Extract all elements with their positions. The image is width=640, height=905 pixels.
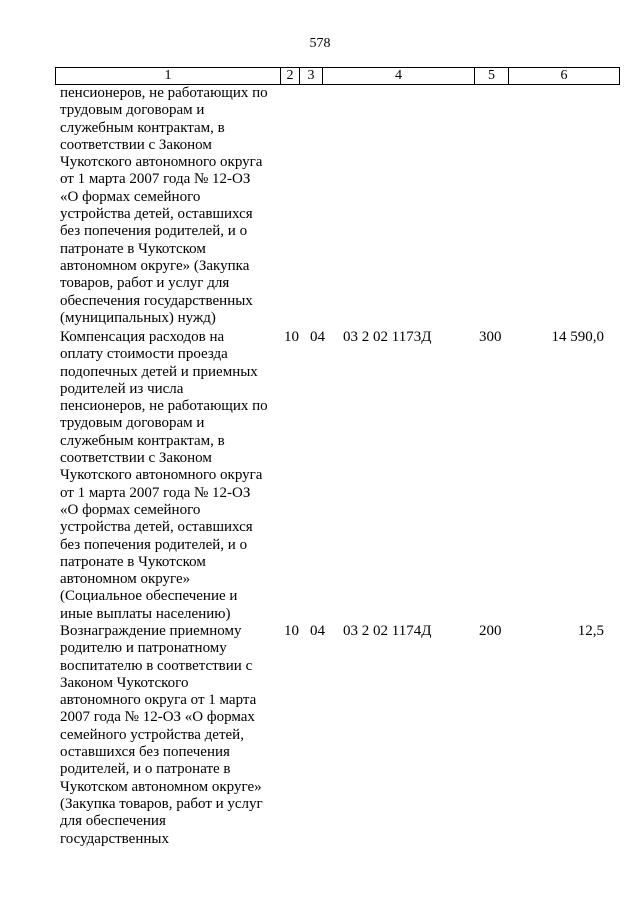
description-line: Законом Чукотского bbox=[60, 674, 189, 691]
description-line: (Социальное обеспечение и bbox=[60, 588, 238, 605]
description-line: Компенсация расходов на bbox=[60, 329, 225, 345]
description-line: «О формах семейного bbox=[60, 501, 201, 518]
description-line: устройства детей, оставшихся bbox=[60, 519, 253, 536]
header-col-3: 3 bbox=[300, 68, 323, 85]
target-article-code: 03 2 02 1174Д bbox=[343, 623, 432, 639]
description-line: трудовым договорам и bbox=[60, 102, 205, 119]
header-col-2: 2 bbox=[281, 68, 300, 85]
description-line: автономного округа от 1 марта bbox=[60, 692, 257, 709]
header-col-5: 5 bbox=[475, 68, 509, 85]
description-line: без попечения родителей, и о bbox=[60, 223, 248, 240]
section-code: 10 bbox=[284, 623, 299, 639]
description-line: семейного устройства детей, bbox=[60, 726, 244, 743]
description-line: «О формах семейного bbox=[60, 188, 201, 205]
description-line: (муниципальных) нужд) bbox=[60, 309, 216, 326]
row-description bbox=[60, 623, 282, 848]
target-article-code: 03 2 02 1173Д bbox=[343, 329, 432, 345]
description-line: товаров, работ и услуг для bbox=[60, 275, 230, 292]
section-code: 10 bbox=[284, 329, 299, 345]
description-line: подопечных детей и приемных bbox=[60, 363, 258, 380]
description-line: 2007 года № 12-ОЗ «О формах bbox=[60, 709, 255, 726]
description-line: для обеспечения bbox=[60, 813, 166, 830]
description-line: соответствии с Законом bbox=[60, 136, 212, 153]
description-line: служебным контрактам, в bbox=[60, 119, 225, 136]
description-line: государственных bbox=[60, 830, 169, 847]
description-line: патронате в Чукотском bbox=[60, 240, 206, 257]
description-line: пенсионеров, не работающих по bbox=[60, 85, 268, 101]
table-header bbox=[55, 67, 620, 85]
description-line: обеспечения государственных bbox=[60, 292, 253, 309]
description-line: автономном округе» bbox=[60, 571, 191, 588]
description-line: оплату стоимости проезда bbox=[60, 346, 228, 363]
description-line: служебным контрактам, в bbox=[60, 432, 225, 449]
description-line: Чукотского автономного округа bbox=[60, 467, 263, 484]
row-description bbox=[60, 329, 282, 623]
header-col-1: 1 bbox=[56, 68, 281, 85]
amount: 14 590,0 bbox=[551, 329, 604, 345]
expense-type-code: 300 bbox=[479, 329, 502, 345]
description-line: (Закупка товаров, работ и услуг bbox=[60, 795, 263, 812]
expense-type-code: 200 bbox=[479, 623, 502, 639]
description-line: от 1 марта 2007 года № 12-ОЗ bbox=[60, 484, 251, 501]
description-line: устройства детей, оставшихся bbox=[60, 206, 253, 223]
amount: 12,5 bbox=[577, 623, 604, 639]
row-description bbox=[60, 85, 282, 327]
description-line: от 1 марта 2007 года № 12-ОЗ bbox=[60, 171, 251, 188]
description-line: патронате в Чукотском bbox=[60, 553, 206, 570]
description-line: пенсионеров, не работающих по bbox=[60, 398, 268, 415]
page-number: 578 bbox=[309, 36, 331, 51]
header-col-6: 6 bbox=[509, 68, 620, 85]
subsection-code: 04 bbox=[310, 329, 325, 345]
description-line: автономном округе» (Закупка bbox=[60, 257, 250, 274]
subsection-code: 04 bbox=[310, 623, 325, 639]
description-line: оставшихся без попечения bbox=[60, 744, 230, 761]
description-line: родителей, и о патронате в bbox=[60, 761, 231, 778]
description-line: трудовым договорам и bbox=[60, 415, 205, 432]
description-line: родителю и патронатному bbox=[60, 640, 227, 657]
description-line: Вознаграждение приемному bbox=[60, 623, 242, 639]
header-col-4: 4 bbox=[323, 68, 475, 85]
description-line: Чукотском автономном округе» bbox=[60, 778, 262, 795]
description-line: родителей из числа bbox=[60, 380, 184, 397]
description-line: без попечения родителей, и о bbox=[60, 536, 248, 553]
description-line: воспитателю в соответствии с bbox=[60, 657, 253, 674]
description-line: иные выплаты населению) bbox=[60, 605, 231, 622]
description-line: соответствии с Законом bbox=[60, 450, 212, 467]
description-line: Чукотского автономного округа bbox=[60, 154, 263, 171]
